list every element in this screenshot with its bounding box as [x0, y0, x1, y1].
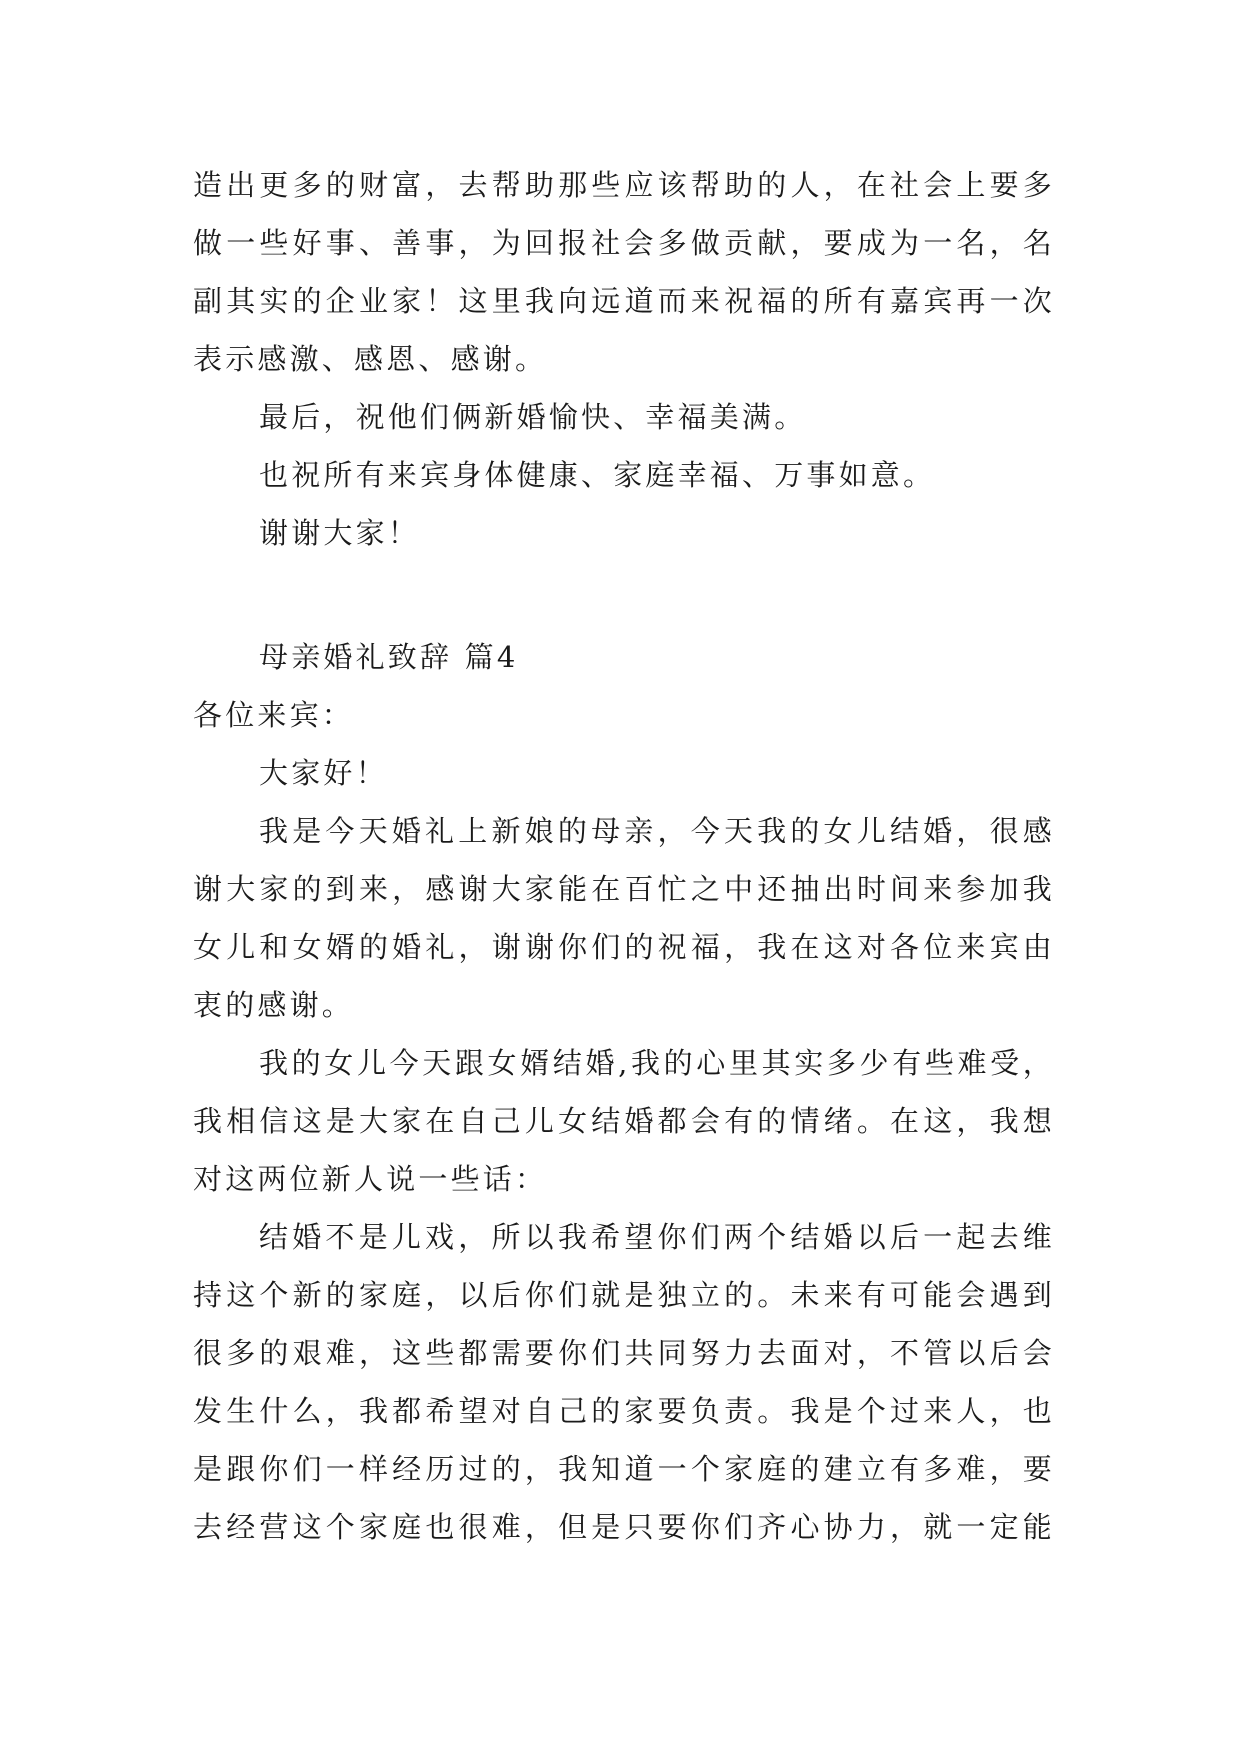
salutation — [193, 686, 1055, 744]
paragraph-3 — [193, 1208, 1055, 1556]
text-line: 持这个新的家庭，以后你们就是独立的。未来有可能会遇到 — [193, 1278, 1055, 1312]
text-line: 很多的艰难，这些都需要你们共同努力去面对，不管以后会 — [193, 1336, 1055, 1370]
text-line: 谢大家的到来，感谢大家能在百忙之中还抽出时间来参加我 — [193, 872, 1055, 906]
text-line: 做一些好事、善事，为回报社会多做贡献，要成为一名，名 — [193, 226, 1055, 260]
text-line: 发生什么，我都希望对自己的家要负责。我是个过来人，也 — [193, 1394, 1055, 1428]
text-line: 是跟你们一样经历过的，我知道一个家庭的建立有多难，要 — [193, 1452, 1055, 1486]
text-line: 对这两位新人说一些话： — [193, 1162, 548, 1196]
closing-wish-line — [193, 388, 1121, 446]
text-line: 结婚不是儿戏，所以我希望你们两个结婚以后一起去维 — [259, 1220, 1055, 1254]
section-title — [193, 628, 1121, 686]
text-line: 造出更多的财富，去帮助那些应该帮助的人，在社会上要多 — [193, 168, 1055, 202]
text-line: 衷的感谢。 — [193, 988, 355, 1022]
text-line: 我的女儿今天跟女婿结婚,我的心里其实多少有些难受， — [259, 1046, 1055, 1080]
closing-wish-line-2 — [193, 446, 1121, 504]
text-line: 女儿和女婿的婚礼，谢谢你们的祝福，我在这对各位来宾由 — [193, 930, 1055, 964]
paragraph-2 — [193, 1034, 1055, 1208]
text-line: 副其实的企业家！这里我向远道而来祝福的所有嘉宾再一次 — [193, 284, 1055, 318]
text-line: 最后，祝他们俩新婚愉快、幸福美满。 — [259, 400, 807, 434]
text-line: 各位来宾： — [193, 698, 355, 732]
text-line: 也祝所有来宾身体健康、家庭幸福、万事如意。 — [259, 458, 936, 492]
greeting — [193, 744, 1121, 802]
section-heading: 母亲婚礼致辞 篇4 — [259, 640, 519, 674]
text-line: 我是今天婚礼上新娘的母亲，今天我的女儿结婚，很感 — [259, 814, 1055, 848]
paragraph-continuation — [193, 156, 1055, 388]
text-line: 谢谢大家！ — [259, 516, 421, 550]
text-line: 表示感激、感恩、感谢。 — [193, 342, 548, 376]
text-line: 大家好！ — [259, 756, 388, 790]
thanks-line — [193, 504, 1121, 562]
text-line: 去经营这个家庭也很难，但是只要你们齐心协力，就一定能 — [193, 1510, 1055, 1544]
text-line: 我相信这是大家在自己儿女结婚都会有的情绪。在这，我想 — [193, 1104, 1055, 1138]
paragraph-1 — [193, 802, 1055, 1034]
